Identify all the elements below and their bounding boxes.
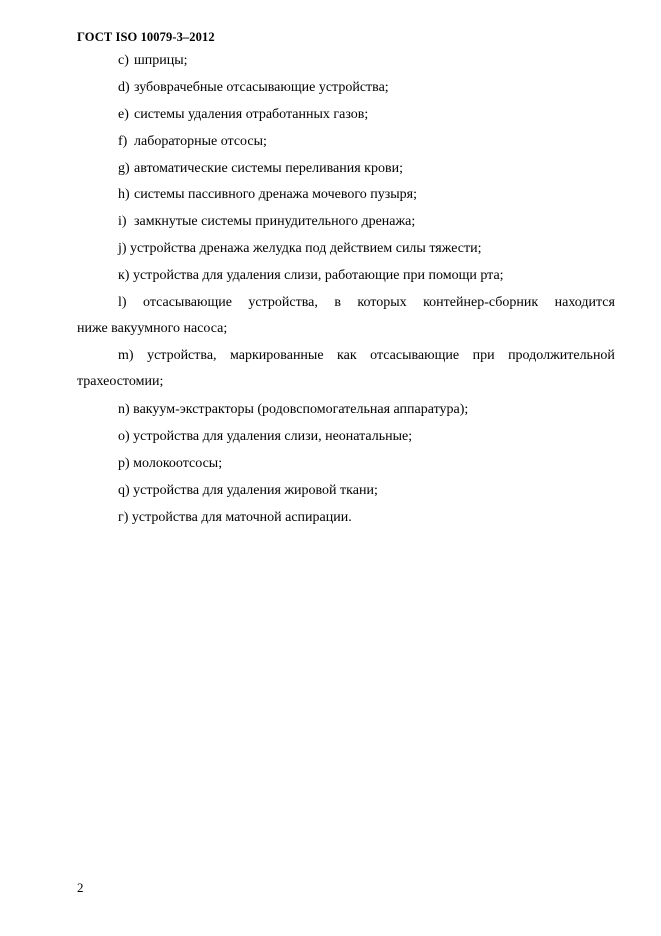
list-item-text: зубоврачебные отсасывающие устройства; [134, 80, 389, 95]
list-item-text: o) устройства для удаления слизи, неонатальные; [118, 429, 413, 444]
list-item-text: замкнутые системы принудительного дренажа; [134, 214, 416, 229]
list-marker: e) [118, 107, 129, 122]
list-marker: h) [118, 187, 130, 202]
list-item-text: г) устройства для маточной аспирации. [118, 510, 352, 525]
list-item-text: лабораторные отсосы; [134, 134, 267, 149]
list-item-text: q) устройства для удаления жировой ткани; [118, 483, 378, 498]
word: контейнер-сборник [423, 295, 539, 310]
word: при [472, 348, 495, 363]
list-item-continuation: ниже вакуумного насоса; [77, 321, 228, 336]
word: m) [118, 348, 134, 363]
page-number: 2 [77, 880, 84, 895]
list-item-text: p) молокоотсосы; [118, 456, 223, 471]
list-item-text: к) устройства для удаления слизи, работающие при помощи рта; [118, 268, 504, 283]
word: маркированные [230, 348, 324, 363]
list-marker: g) [118, 161, 130, 176]
list-item-text: системы пассивного дренажа мочевого пузыря; [134, 187, 417, 202]
list-item-first-line [118, 290, 615, 316]
word: l) [118, 295, 127, 310]
word: отсасывающие [143, 295, 232, 310]
list-marker: c) [118, 53, 129, 68]
list-marker: f) [118, 134, 128, 149]
word: в [334, 295, 341, 310]
list-item-text: n) вакуум-экстракторы (родовспомогательная аппаратура); [118, 402, 469, 417]
word: как [337, 348, 357, 363]
list-item-text: шприцы; [134, 53, 188, 68]
word: находится [554, 295, 615, 310]
word: отсасывающие [370, 348, 460, 363]
word: которых [357, 295, 407, 310]
list-item-text: автоматические системы переливания крови; [134, 161, 403, 176]
list-marker: d) [118, 80, 130, 95]
list-marker: i) [118, 214, 127, 229]
list-item-first-line [118, 343, 615, 369]
list-item-text: системы удаления отработанных газов; [134, 107, 369, 122]
word: устройства, [248, 295, 318, 310]
word: продолжительной [508, 348, 615, 363]
document-header: ГОСТ ISO 10079-3–2012 [77, 30, 215, 44]
word: устройства, [147, 348, 217, 363]
list-item-text: j) устройства дренажа желудка под действием силы тяжести; [118, 241, 482, 256]
list-item-continuation: трахеостомии; [77, 374, 164, 389]
